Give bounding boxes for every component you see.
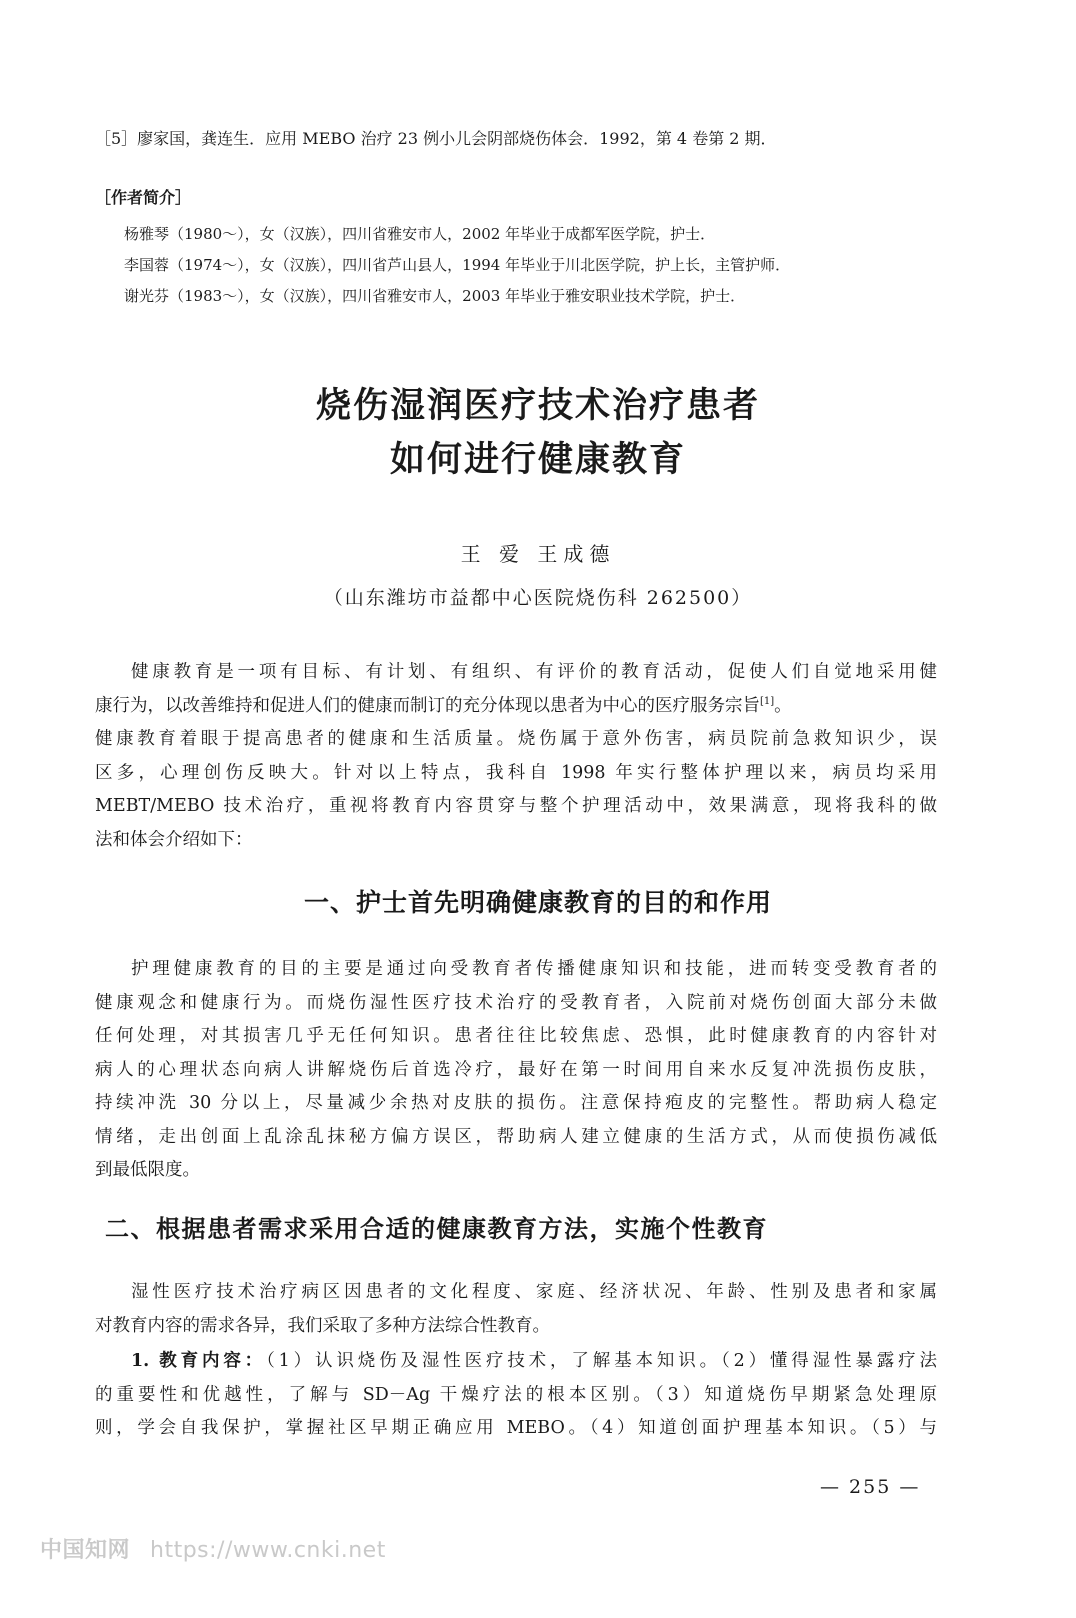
paragraph-line: 则，学会自我保护，掌握社区早期正确应用 MEBO。（4）知道创面护理基本知识。（5）与 (95, 1418, 937, 1438)
paragraph-line: 持续冲洗 30 分以上，尽量减少余热对皮肤的损伤。注意保持疱皮的完整性。帮助病人稳定 (95, 1093, 937, 1113)
paragraph-line: 护理健康教育的目的主要是通过向受教育者传播健康知识和技能，进而转变受教育者的 (131, 959, 937, 979)
article-affiliation: （山东潍坊市益都中心医院烧伤科 262500） (323, 587, 753, 609)
article-title-line-2: 如何进行健康教育 (389, 440, 686, 480)
article-title-line-1: 烧伤湿润医疗技术治疗患者 (315, 386, 760, 426)
page-number: — 255 — (820, 1476, 921, 1498)
watermark-url: https://www.cnki.net (150, 1538, 386, 1563)
article-authors: 王 爱 王成德 (460, 542, 616, 566)
author-bio-entry: 李国蓉（1974～），女（汉族），四川省芦山县人，1994 年毕业于川北医学院，护上长，主管护师． (124, 256, 791, 274)
education-content-item (95, 1345, 937, 1446)
paragraph-line: 健康观念和健康行为。而烧伤湿性医疗技术治疗的受教育者，入院前对烧伤创面大部分未做 (95, 992, 937, 1013)
paragraph-text: 康行为，以改善维持和促进人们的健康而制订的充分体现以患者为中心的医疗服务宗旨 (95, 695, 760, 716)
item-label: 1. 教育内容： (131, 1351, 267, 1371)
author-bio-entry: 谢光芬（1983～），女（汉族），四川省雅安市人，2003 年毕业于雅安职业技术学院，护士． (124, 287, 746, 305)
paragraph-line: 的重要性和优越性，了解与 SD－Ag 干燥疗法的根本区别。（3）知道烧伤早期紧急处理原 (95, 1384, 937, 1405)
paragraph-text: （1）认识烧伤及湿性医疗技术，了解基本知识。（2）懂得湿性暴露疗法 (266, 1351, 937, 1371)
paragraph-line: 健康教育是一项有目标、有计划、有组织、有评价的教育活动，促使人们自觉地采用健 (131, 662, 937, 682)
cnki-logo: 中国知网 (40, 1538, 131, 1563)
paragraph-text: 。 (774, 695, 792, 716)
paragraph-line: 对教育内容的需求各异，我们采取了多种方法综合性教育。 (95, 1315, 550, 1336)
section-2-paragraph (95, 1276, 937, 1343)
author-bio-list (124, 219, 984, 312)
citation-marker: [1] (760, 695, 775, 707)
paragraph-line: 湿性医疗技术治疗病区因患者的文化程度、家庭、经济状况、年龄、性别及患者和家属 (131, 1282, 937, 1302)
paragraph-line: 到最低限度。 (95, 1160, 200, 1180)
paragraph-line: 任何处理，对其损害几乎无任何知识。患者往往比较焦虑、恐惧，此时健康教育的内容针对 (95, 1026, 937, 1046)
paragraph-line: 病人的心理状态向病人讲解烧伤后首选冷疗，最好在第一时间用自来水反复冲洗损伤皮肤， (95, 1059, 937, 1080)
watermark (40, 1533, 386, 1564)
reference-entry: ［5］廖家国，龚连生．应用 MEBO 治疗 23 例小儿会阴部烧伤体会．1992，第 4 卷第 2 期． (95, 129, 777, 148)
section-1-paragraph (95, 953, 937, 1188)
author-bio-heading: ［作者简介］ (95, 188, 192, 207)
paragraph-line: 情绪，走出创面上乱涂乱抹秘方偏方误区，帮助病人建立健康的生活方式，从而使损伤减低 (95, 1126, 937, 1147)
section-2-heading: 二、根据患者需求采用合适的健康教育方法，实施个性教育 (105, 1215, 768, 1243)
paragraph-line: 健康教育着眼于提高患者的健康和生活质量。烧伤属于意外伤害，病员院前急救知识少，误 (95, 729, 937, 749)
section-1-heading: 一、护士首先明确健康教育的目的和作用 (303, 888, 772, 917)
paragraph-line: 区多，心理创伤反映大。针对以上特点，我科自 1998 年实行整体护理以来，病员均采用 (95, 762, 937, 783)
intro-paragraph (95, 656, 937, 857)
paragraph-line: MEBT/MEBO 技术治疗，重视将教育内容贯穿与整个护理活动中，效果满意，现将我科的做 (95, 796, 937, 816)
author-bio-entry: 杨雅琴（1980～），女（汉族），四川省雅安市人，2002 年毕业于成都军医学院，护士． (124, 225, 716, 243)
paragraph-line (95, 690, 937, 724)
paragraph-line: 法和体会介绍如下： (95, 829, 253, 850)
paragraph-line (95, 1345, 937, 1379)
